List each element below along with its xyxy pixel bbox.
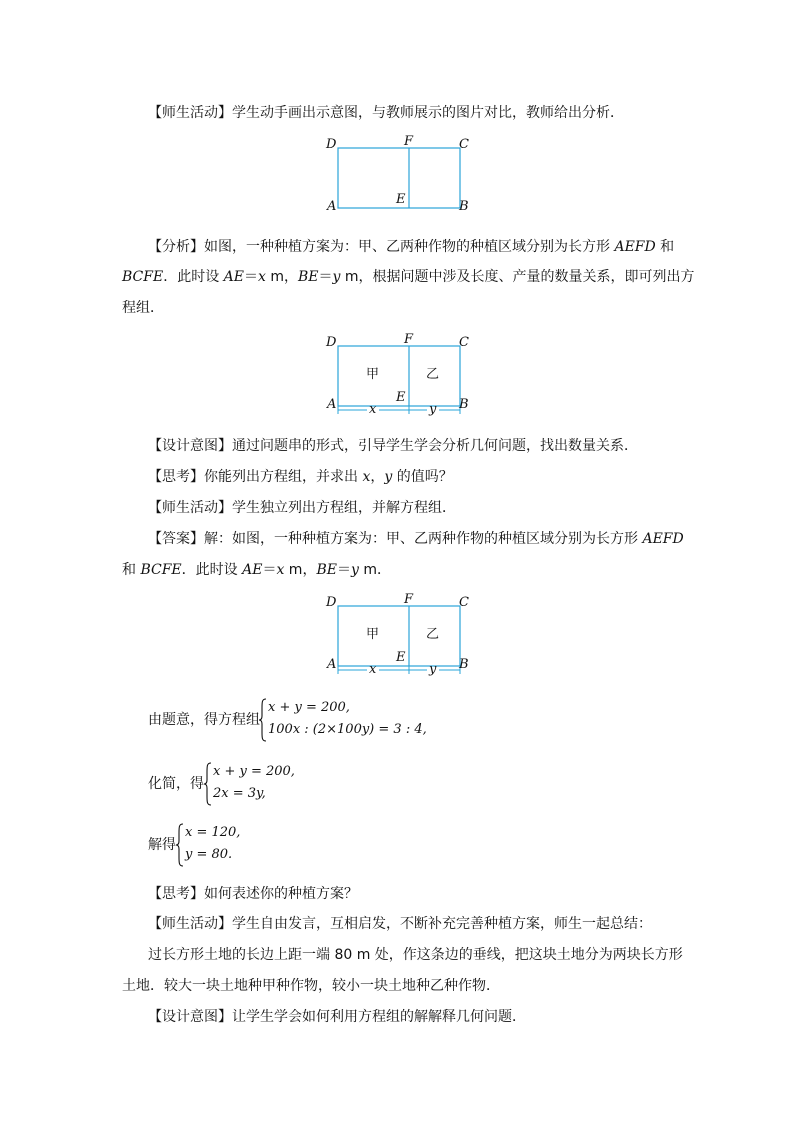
system-prefix: 由题意，得方程组: [148, 712, 260, 728]
rect-aefd: AEFD: [642, 531, 684, 547]
label-f: F: [404, 592, 414, 607]
variable-x: x: [258, 269, 266, 285]
variable-x: x: [276, 562, 285, 578]
region-jia: 甲: [366, 627, 380, 642]
paragraph-text: 过长方形土地的长边上距一端 80 m 处，作这条边的垂线，把这块土地分为两块长方形: [148, 947, 683, 963]
paragraph-summary-line-2: [122, 977, 500, 995]
paragraph-text: 土地．较大一块土地种甲种作物，较小一块土地种乙种作物．: [122, 978, 500, 994]
system-prefix: 解得: [148, 837, 176, 853]
paragraph-teacher-student-activity-2: [148, 499, 456, 517]
label-f: F: [404, 134, 414, 149]
section-tag: 【思考】: [148, 886, 204, 902]
section-tag: 【师生活动】: [148, 105, 232, 121]
system-prefix: 化简，得: [148, 776, 204, 792]
left-brace: [175, 823, 185, 867]
section-tag: 【答案】: [148, 531, 204, 547]
label-e: E: [396, 650, 406, 665]
label-c: C: [459, 335, 469, 350]
paragraph-text: 的值吗？: [392, 469, 453, 485]
region-jia: 甲: [366, 367, 380, 382]
diagram-svg: [326, 594, 474, 680]
label-b: B: [459, 199, 469, 214]
unit: m，: [265, 269, 298, 285]
label-b: B: [459, 657, 469, 672]
section-tag: 【设计意图】: [148, 438, 232, 454]
label-c: C: [459, 595, 469, 610]
equals-sign: ＝: [244, 269, 258, 285]
analysis-text: 程组．: [122, 300, 164, 316]
paragraph-summary-line-1: [148, 946, 683, 964]
dimension-y-label: y: [429, 662, 437, 677]
label-c: C: [459, 137, 469, 152]
paragraph-analysis-line-1: [148, 238, 674, 256]
rectangle-diagram-3: [326, 592, 474, 677]
rectangle-diagram-1: [326, 136, 474, 214]
answer-text: 和: [122, 562, 141, 578]
equation-1: x + y = 200,: [213, 764, 295, 779]
region-yi: 乙: [426, 367, 440, 382]
analysis-text: m，根据问题中涉及长度、产量的数量关系，即可列出方: [340, 269, 695, 285]
dimension-x-label: x: [369, 662, 377, 677]
paragraph-teacher-student-activity-1: [148, 104, 624, 122]
analysis-text: 和: [655, 239, 675, 255]
label-a: A: [327, 657, 337, 672]
equals-sign: ＝: [336, 562, 351, 578]
region-yi: 乙: [426, 627, 440, 642]
paragraph-text: 学生自由发言，互相启发，不断补充完善种植方案，师生一起总结：: [232, 916, 652, 932]
segment-be: BE: [316, 562, 337, 578]
left-brace: [258, 698, 268, 742]
variable-y: y: [384, 469, 393, 485]
section-tag: 【师生活动】: [148, 916, 232, 932]
left-brace: [203, 762, 213, 806]
paragraph-design-intent-2: [148, 1008, 526, 1026]
paragraph-answer-line-2: [122, 561, 391, 579]
equation-2: y = 80.: [185, 847, 233, 862]
label-a: A: [327, 199, 337, 214]
section-tag: 【思考】: [148, 469, 204, 485]
analysis-text: 如图，一种种植方案为：甲、乙两种作物的种植区域分别为长方形: [204, 239, 615, 255]
variable-y: y: [350, 562, 359, 578]
section-tag: 【分析】: [148, 239, 204, 255]
section-tag: 【师生活动】: [148, 500, 232, 516]
label-d: D: [326, 595, 337, 610]
paragraph-think-2: [148, 885, 358, 903]
segment-ae: AE: [242, 562, 263, 578]
rectangle-diagram-2: [326, 332, 474, 417]
label-b: B: [459, 397, 469, 412]
paragraph-analysis-line-2: [122, 268, 695, 286]
variable-y: y: [332, 269, 341, 285]
paragraph-text: 你能列出方程组，并求出: [204, 469, 363, 485]
equation-1: x = 120,: [185, 825, 241, 840]
paragraph-text: 学生动手画出示意图，与教师展示的图片对比，教师给出分析．: [232, 105, 624, 121]
answer-text: 解：如图，一种种植方案为：甲、乙两种作物的种植区域分别为长方形: [204, 531, 643, 547]
answer-text: m．: [358, 562, 391, 578]
label-d: D: [326, 335, 337, 350]
paragraph-analysis-line-3: [122, 299, 164, 317]
rect-bcfe: BCFE: [140, 562, 182, 578]
paragraph-think-1: [148, 468, 453, 486]
paragraph-text: 通过问题串的形式，引导学生学会分析几何问题，找出数量关系．: [232, 438, 638, 454]
label-e: E: [396, 192, 406, 207]
equation-2: 2x = 3y,: [213, 786, 266, 801]
label-a: A: [327, 397, 337, 412]
equals-sign: ＝: [262, 562, 277, 578]
paragraph-text: 让学生学会如何利用方程组的解解释几何问题．: [232, 1009, 526, 1025]
unit: m，: [284, 562, 317, 578]
label-e: E: [396, 390, 406, 405]
paragraph-answer-line-1: [148, 530, 684, 548]
rect-aefd: AEFD: [614, 239, 656, 255]
equation-1: x + y = 200,: [268, 700, 350, 715]
label-d: D: [326, 137, 337, 152]
rect-bcfe: BCFE: [122, 269, 164, 285]
dimension-x-label: x: [369, 402, 377, 417]
answer-text: ．此时设: [181, 562, 243, 578]
separator: ，: [370, 469, 385, 485]
label-f: F: [404, 332, 414, 347]
dimension-y-label: y: [429, 402, 437, 417]
equation-2: 100x : (2×100y) = 3 : 4,: [268, 722, 427, 737]
paragraph-text: 如何表述你的种植方案？: [204, 886, 358, 902]
segment-be: BE: [298, 269, 319, 285]
diagram-svg: [326, 334, 474, 420]
variable-x: x: [362, 469, 371, 485]
section-tag: 【设计意图】: [148, 1009, 232, 1025]
equals-sign: ＝: [318, 269, 333, 285]
paragraph-teacher-student-activity-3: [148, 915, 652, 933]
paragraph-design-intent-1: [148, 437, 638, 455]
analysis-text: ．此时设: [163, 269, 224, 285]
segment-ae: AE: [223, 269, 244, 285]
paragraph-text: 学生独立列出方程组，并解方程组．: [232, 500, 456, 516]
